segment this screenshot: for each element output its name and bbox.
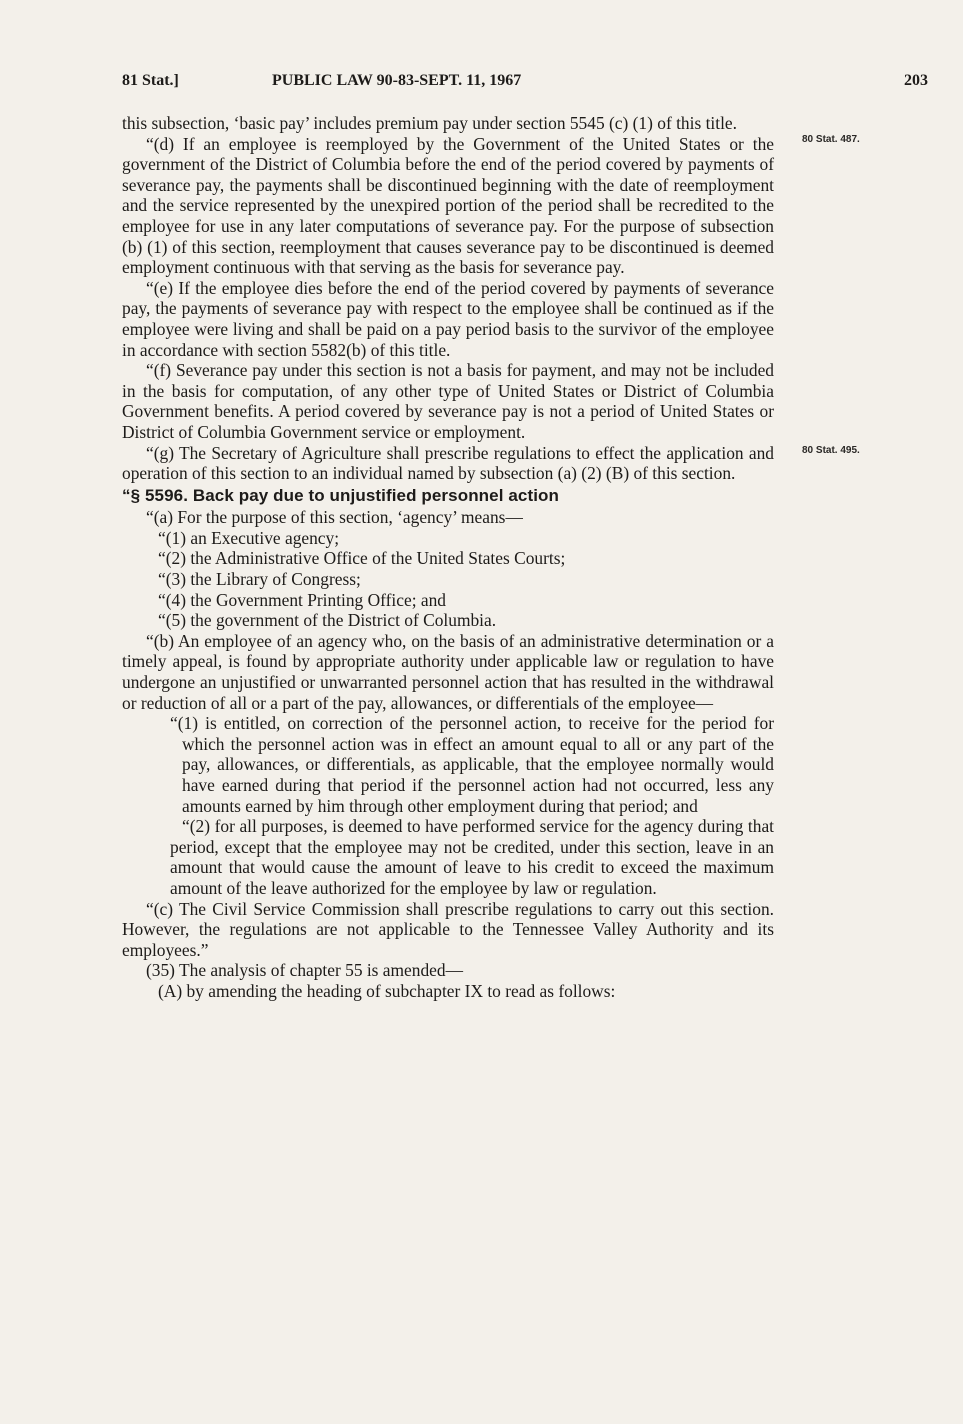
page-number: 203 bbox=[904, 72, 928, 89]
running-header bbox=[122, 72, 928, 96]
margin-note-80-stat-487: 80 Stat. 487. bbox=[802, 134, 860, 145]
paragraph-b2-deemed-service: “(2) for all purposes, is deemed to have performed service for the agency during that period, except that the employee may not be credited, under this section, leave in an amount that would cause the amount of leave to his credit to exceed the maximum amount of the leave authorized for the employee by law or regulation. bbox=[170, 816, 774, 898]
document-body bbox=[122, 113, 774, 1002]
page-title: PUBLIC LAW 90-83-SEPT. 11, 1967 bbox=[272, 72, 522, 89]
margin-note-80-stat-495: 80 Stat. 495. bbox=[802, 445, 860, 456]
paragraph-b1-entitled: “(1) is entitled, on correction of the personnel action, to receive for the period for which the personnel action was in effect an amount equal to all or any part of the pay, allowances, or differentials, as applicable, that the employee normally would have earned during that period if the personnel action had not occurred, less any amounts earned by him through other employment during that period; and bbox=[170, 713, 774, 816]
paragraph-c-civil-service: “(c) The Civil Service Commission shall prescribe regulations to carry out this section. However, the regulations are not applicable to the Tennessee Valley Authority and its employees.” bbox=[122, 898, 774, 960]
list-item-library-of-congress: “(3) the Library of Congress; bbox=[158, 569, 361, 590]
list-item-executive-agency: “(1) an Executive agency; bbox=[158, 527, 340, 548]
paragraph-d-reemployment: “(d) If an employee is reemployed by the Government of the United States or the government of the District of Columbia before the end of the period covered by payments of severance pay, the payments shall be discontinued beginning with the date of reemployment and the service represented by the unexpired portion of the period shall be recredited to the employee for use in any later computations of severance pay. For the purpose of subsection (b) (1) of this section, reemployment that causes severance pay to be discontinued is deemed employment continuous with that serving as the basis for severance pay. bbox=[122, 133, 774, 278]
list-item-printing-office: “(4) the Government Printing Office; and bbox=[158, 589, 446, 610]
list-item-district-of-columbia: “(5) the government of the District of Columbia. bbox=[158, 610, 497, 631]
paragraph-35-analysis: (35) The analysis of chapter 55 is amended— bbox=[146, 960, 463, 981]
paragraph-b-employee: “(b) An employee of an agency who, on the basis of an administrative determination or a timely appeal, is found by appropriate authority under applicable law or regulation to have undergone an unjustified or unwarranted personnel action that has resulted in the withdrawal or reduction of all or a part of the pay, allowances, or differentials of the employee— bbox=[122, 630, 774, 713]
paragraph-g-agriculture: “(g) The Secretary of Agriculture shall prescribe regulations to effect the application and operation of this section to an individual named by subsection (a) (2) (B) of this section. bbox=[122, 442, 774, 484]
paragraph-a-amend-heading: (A) by amending the heading of subchapter IX to read as follows: bbox=[158, 980, 616, 1001]
paragraph-basic-pay: this subsection, ‘basic pay’ includes premium pay under section 5545 (c) (1) of this title. bbox=[122, 113, 737, 133]
paragraph-e-employee-dies: “(e) If the employee dies before the end of the period covered by payments of severance pay, the payments of severance pay with respect to the employee shall be continued as if the employee were living and shall be paid on a pay period basis to the survivor of the employee in accordance with section 5582(b) of this title. bbox=[122, 277, 774, 360]
paragraph-a-agency-means: “(a) For the purpose of this section, ‘agency’ means— bbox=[146, 507, 523, 528]
list-item-courts: “(2) the Administrative Office of the United States Courts; bbox=[158, 548, 566, 569]
stat-reference: 81 Stat.] bbox=[122, 72, 179, 89]
section-heading-5596: “§ 5596. Back pay due to unjustified personnel action bbox=[122, 485, 560, 505]
paragraph-f-severance-basis: “(f) Severance pay under this section is not a basis for payment, and may not be included in the basis for computation, of any other type of United States or District of Columbia Government benefits. A period covered by severance pay is not a period of United States or District of Columbia Government service or employment. bbox=[122, 360, 774, 442]
